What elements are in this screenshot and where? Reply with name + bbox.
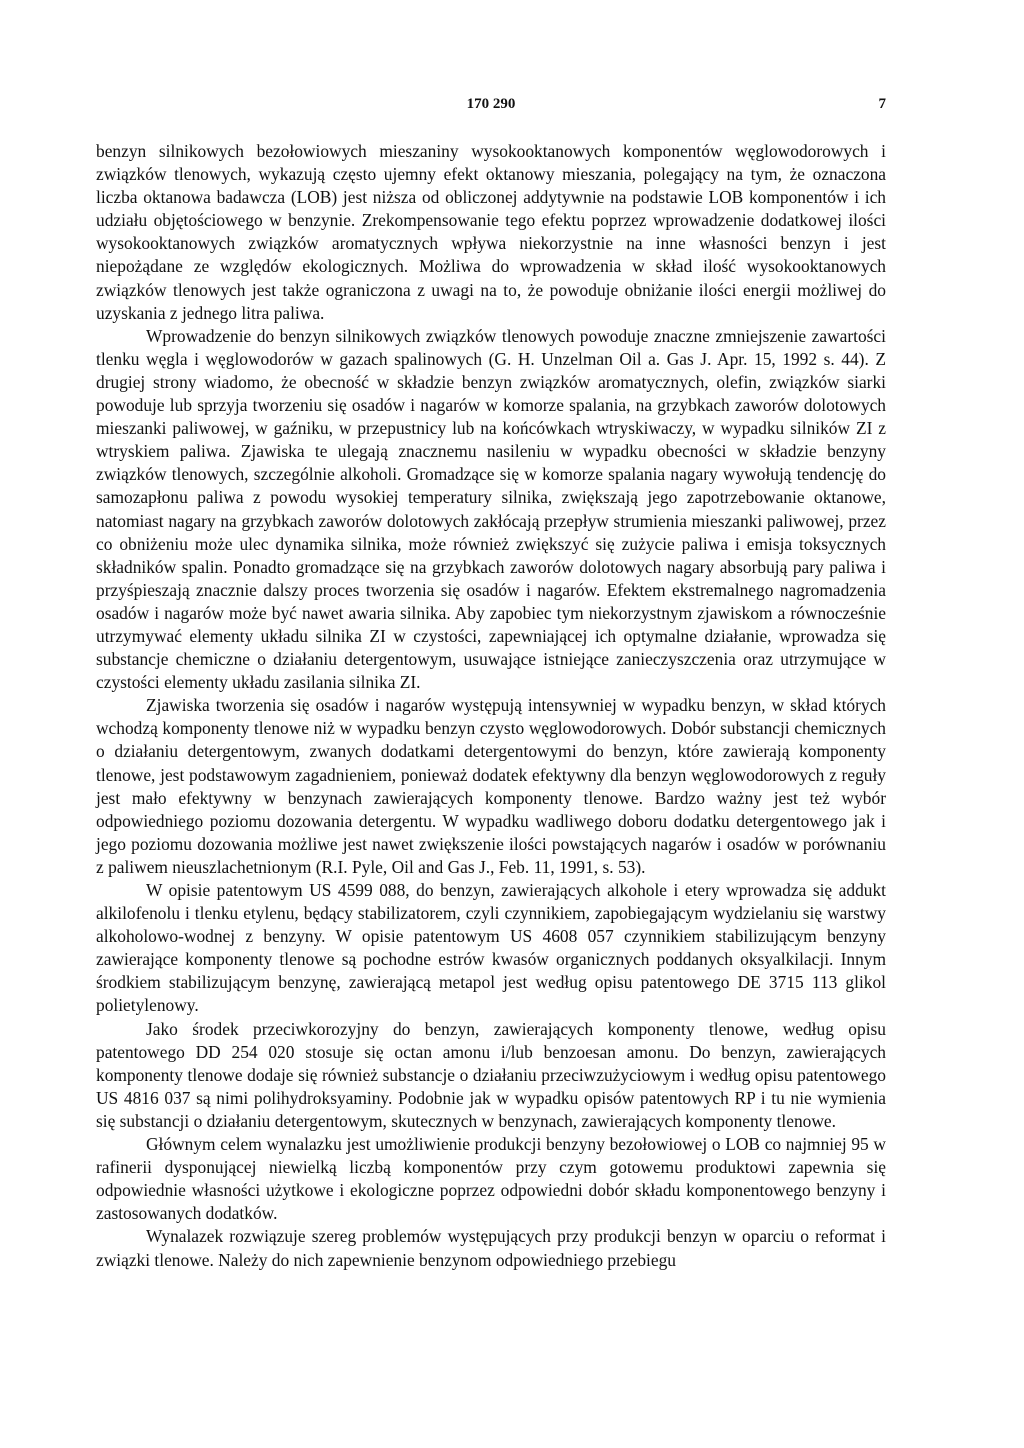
paragraph-5: Jako środek przeciwkorozyjny do benzyn, zawierających komponenty tlenowe, według opisu patentowego DD 254 020 stosuje się octan amonu i/lub benzoesan amonu. Do benzyn, zawierających komponenty tlenowe dodaje się również substancje o działaniu przeciwzużyciowym i według opisu patentowego US 4816 037 są nimi polihydroksyaminy. Podobnie jak w wypadku opisów patentowych RP i tu nie wymienia się substancji o działaniu detergentowym, skutecznych w benzynach, zawierających komponenty tlenowe. — [96, 1018, 886, 1131]
paragraph-3: Zjawiska tworzenia się osadów i nagarów występują intensywniej w wypadku benzyn, w skład których wchodzą komponenty tlenowe niż w wypadku benzyn czysto węglowodorowych. Dobór substancji chemicznych o działaniu detergentowym, zwanych dodatkami detergentowymi do benzyn, które zawierają komponenty tlenowe, jest podstawowym zagadnieniem, ponieważ dodatek efektywny dla benzyn węglowodorowych z reguły jest mało efektywny w benzynach zawierających komponenty tlenowe. Bardzo ważny jest też wybór odpowiedniego poziomu dozowania detergentu. W wypadku wadliwego doboru dodatku detergentowego jak i jego poziomu dozowania możliwe jest nawet zwiększenie ilości powstających nagarów i osadów w porównaniu z paliwem nieuszlachetnionym (R.I. Pyle, Oil and Gas J., Feb. 11, 1991, s. 53). — [96, 695, 886, 877]
page-header — [96, 96, 886, 118]
paragraph-2: Wprowadzenie do benzyn silnikowych związków tlenowych powoduje znaczne zmniejszenie zawartości tlenku węgla i węglowodorów w gazach spalinowych (G. H. Unzelman Oil a. Gas J. Apr. 15, 1992 s. 44). Z drugiej strony wiadomo, że obecność w składzie benzyn związków aromatycznych, olefin, związków siarki powoduje lub sprzyja tworzeniu się osadów i nagarów w komorze spalania, na grzybkach zaworów dolotowych mieszanki paliwowej, w gaźniku, w przepustnicy lub na końcówkach wtryskiwaczy, w wypadku silników ZI z wtryskiem paliwa. Zjawiska te ulegają znacznemu nasileniu w wypadku obecności w składzie benzyny związków tlenowych, szczególnie alkoholi. Gromadzące się w komorze spalania nagary wywołują tendencję do samozapłonu paliwa z powodu wysokiej temperatury silnika, zwiększają jego zapotrzebowanie oktanowe, natomiast nagary na grzybkach zaworów dolotowych zakłócają przepływ strumienia mieszanki paliwowej, przez co obniżeniu może ulec dynamika silnika, może również zwiększyć się zużycie paliwa i emisja toksycznych składników spalin. Ponadto gromadzące się na grzybkach zaworów dolotowych nagary absorbują pary paliwa i przyśpieszają znacznie dalszy proces tworzenia się osadów i nagarów. Efektem ekstremalnego nagromadzenia osadów i nagarów może być nawet awaria silnika. Aby zapobiec tym niekorzystnym zjawiskom a równocześnie utrzymywać elementy układu silnika ZI w czystości, zapewniającej ich optymalne działanie, wprowadza się substancje chemiczne o działaniu detergentowym, usuwające istniejące zanieczyszczenia oraz utrzymujące w czystości elementy układu zasilania silnika ZI. — [96, 325, 886, 693]
paragraph-6: Głównym celem wynalazku jest umożliwienie produkcji benzyny bezołowiowej o LOB co najmniej 95 w rafinerii dysponującej niewielką liczbą komponentów przy czym gotowemu produktowi zapewnia się odpowiednie własności użytkowe i ekologiczne poprzez odpowiedni dobór składu komponentowego benzyny i zastosowanych dodatków. — [96, 1134, 886, 1224]
page-number: 7 — [878, 96, 886, 112]
paragraph-4: W opisie patentowym US 4599 088, do benzyn, zawierających alkohole i etery wprowadza się addukt alkilofenolu i tlenku etylenu, będący stabilizatorem, czyli czynnikiem, zapobiegającym wydzielaniu się warstwy alkoholowo-wodnej z benzyny. W opisie patentowym US 4608 057 czynnikiem stabilizującym benzyny zawierające komponenty tlenowe są pochodne estrów kwasów organicznych poddanych oksyalkilacji. Innym środkiem stabilizującym benzynę, zawierającą metapol jest według opisu patentowego DE 3715 113 glikol polietylenowy. — [96, 880, 886, 1016]
paragraph-1: benzyn silnikowych bezołowiowych mieszaniny wysokooktanowych komponentów węglowodorowych i związków tlenowych, wykazują często ujemny efekt oktanowy mieszania, polegający na tym, że oznaczona liczba oktanowa badawcza (LOB) jest niższa od obliczonej addytywnie na podstawie LOB komponentów i ich udziału objętościowego w benzynie. Zrekompensowanie tego efektu poprzez wprowadzenie dodatkowej ilości wysokooktanowych związków aromatycznych wpływa niekorzystnie na inne własności benzyn i jest niepożądane ze względów ekologicznych. Możliwa do wprowadzenia w skład ilość wysokooktanowych związków tlenowych jest także ograniczona z uwagi na to, że powoduje obniżanie ilości energii możliwej do uzyskania z jednego litra paliwa. — [96, 141, 886, 323]
document-number: 170 290 — [466, 96, 516, 112]
body-text — [96, 140, 886, 1272]
paragraph-7: Wynalazek rozwiązuje szereg problemów występujących przy produkcji benzyn w oparciu o reformat i związki tlenowe. Należy do nich zapewnienie benzynom odpowiedniego przebiegu — [96, 1226, 886, 1270]
